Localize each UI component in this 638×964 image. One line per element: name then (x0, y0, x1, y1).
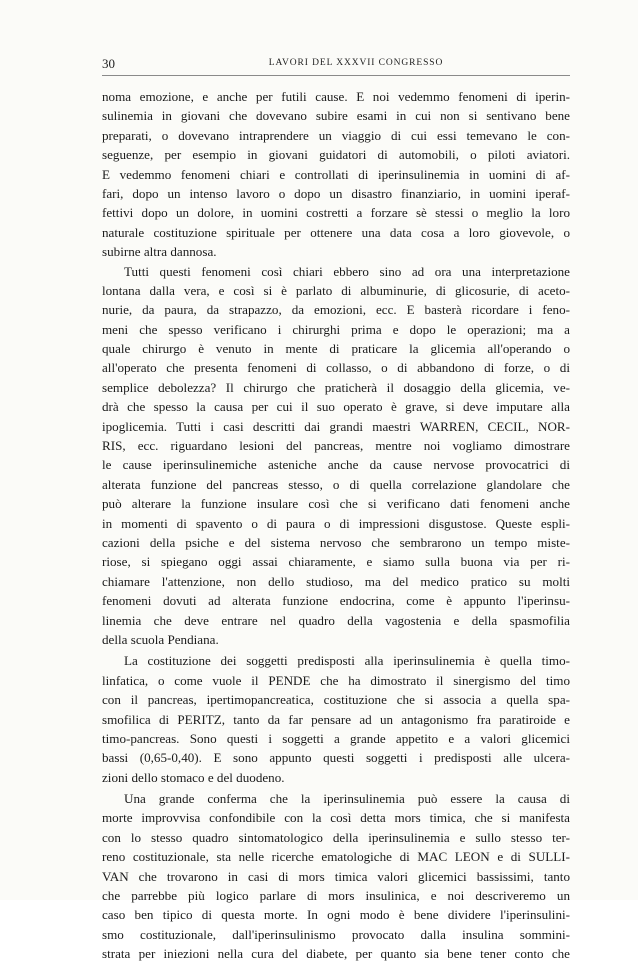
text-line: semplice debolezza? Il chirurgo che praticherà il dosaggio della glicemia, ve- (102, 379, 570, 395)
text-line: riose, si spiegano oggi assai chiaramente, e siamo sulla buona via per ri- (102, 554, 570, 570)
text-line: Tutti questi fenomeni così chiari ebbero sino ad ora una interpretazione (124, 263, 570, 279)
text-line: VAN che trovarono in casi di mors timica valori glicemici bassissimi, tanto (102, 868, 570, 884)
text-line: zioni dello stomaco e del duodeno. (102, 769, 285, 785)
running-title: LAVORI DEL XXXVII CONGRESSO (268, 58, 444, 68)
text-line: quale chirurgo è venuto in mente di praticare la glicemia all'operando o (102, 341, 570, 357)
text-line: morte improvvisa confondibile con la così detta mors timica, che si manifesta (102, 810, 570, 826)
text-line: ipoglicemia. Tutti i casi descritti dai grandi maestri WARREN, CECIL, NOR- (102, 418, 570, 434)
text-line: reno costituzionale, sta nelle ricerche ematologiche di MAC LEON e di SULLI- (102, 849, 570, 865)
text-line: può alterare la funzione insulare così che si verificano dati fenomeni anche (102, 496, 570, 512)
text-line: subirne altra dannosa. (102, 244, 217, 260)
text-line: sulinemia in giovani che dovevano subire esami in cui non si sentivano bene (102, 108, 570, 124)
text-line: bassi (0,65-0,40). E sono appunto questi soggetti i predisposti alle ulcera- (102, 750, 570, 766)
text-line: seguenze, per esempio in giovani guidatori di automobili, o piloti aviatori. (102, 147, 570, 163)
text-line: smofilica di PERITZ, tanto da far pensare ad un antagonismo fra paratiroide e (102, 711, 570, 727)
text-line: E vedemmo fenomeni chiari e controllati di iperinsulinemia in uomini di af- (102, 166, 570, 182)
paragraph (102, 651, 570, 787)
text-line: La costituzione dei soggetti predisposti alla iperinsulinemia è quella timo- (124, 653, 570, 669)
paragraph (102, 262, 570, 650)
text-line: fettivi dopo un dolore, in uomini costretti a forzare sè stessi o meglio la loro (102, 205, 570, 221)
header-rule (102, 75, 570, 76)
text-line: RIS, ecc. riguardano lesioni del pancreas, mentre noi vogliamo dimostrare (102, 438, 570, 454)
text-line: timo-pancreas. Sono questi i soggetti a grande appetito e a valori glicemici (102, 730, 570, 746)
text-line: lontana dalla vera, e così si è parlato di albuminurie, di glicosurie, di aceto- (102, 282, 570, 298)
text-line: cazioni della psiche e del sistema nervoso che sembrarono un tempo miste- (102, 534, 570, 550)
text-line: alterata funzione del pancreas stesso, o di quella correlazione glandolare che (102, 476, 570, 492)
page-header (102, 54, 570, 74)
text-line: drà che spesso la causa per cui il suo operato è grave, si deve imputare alla (102, 399, 570, 415)
text-line: meni che spesso verificano i chirurghi prima e dopo le operazioni; ma a (102, 321, 570, 337)
text-line: le cause iperinsulinemiche asteniche anche da cause nervose provocatrici di (102, 457, 570, 473)
text-line: smo costituzionale, dall'iperinsulinismo provocato dalla insulina sommini- (102, 926, 570, 942)
paragraph (102, 789, 570, 964)
text-line: della scuola Pendiana. (102, 631, 219, 647)
text-line: con lo stesso quadro sintomatologico della iperinsulinemia e sullo stesso ter- (102, 829, 570, 845)
text-line: caso ben tipico di questa morte. In ogni modo è bene dividere l'iperinsulini- (102, 907, 570, 923)
text-line: noma emozione, e anche per futili cause. E noi vedemmo fenomeni di iperin- (102, 89, 570, 104)
text-line: fenomeni dovuti ad alterata funzione endocrina, come è appunto l'iperinsu- (102, 593, 570, 609)
page-number: 30 (102, 56, 115, 71)
text-line: preparati, o dovevano intraprendere un viaggio di cui essi temevano le con- (102, 127, 570, 143)
text-line: nurie, da paura, da strapazzo, da emozioni, ecc. E basterà ricordare i feno- (102, 302, 570, 318)
paragraph (102, 87, 570, 262)
text-line: fari, dopo un intenso lavoro o dopo un disastro finanziario, in uomini iperaf- (102, 185, 570, 201)
text-line: con il pancreas, ipertimopancreatica, costituzione che si associa a quella spa- (102, 692, 570, 708)
text-line: all'operato che presenta fenomeni di collasso, o di abbandono di forze, o di (102, 360, 570, 376)
text-line: linfatica, o come vuole il PENDE che ha dimostrato il sinergismo del timo (102, 672, 570, 688)
text-line: chiamare l'attenzione, non dello studioso, ma del medico pratico su molti (102, 573, 570, 589)
body-text (102, 87, 570, 964)
text-line: strata per iniezioni nella cura del diabete, per quanto sia bene tener conto che (102, 946, 570, 962)
text-line: linemia che deve entrare nel quadro della vagostenia e della spasmofilia (102, 612, 570, 628)
text-line: naturale costituzione spirituale per ottenere una data cosa a loro giovevole, o (102, 224, 570, 240)
text-line: in momenti di spavento o di paura o di impressioni disgustose. Queste espli- (102, 515, 570, 531)
text-line: Una grande conferma che la iperinsulinemia può essere la causa di (124, 791, 570, 807)
text-line: che parrebbe più logico parlare di mors insulinica, e noi descriveremo un (102, 888, 570, 904)
